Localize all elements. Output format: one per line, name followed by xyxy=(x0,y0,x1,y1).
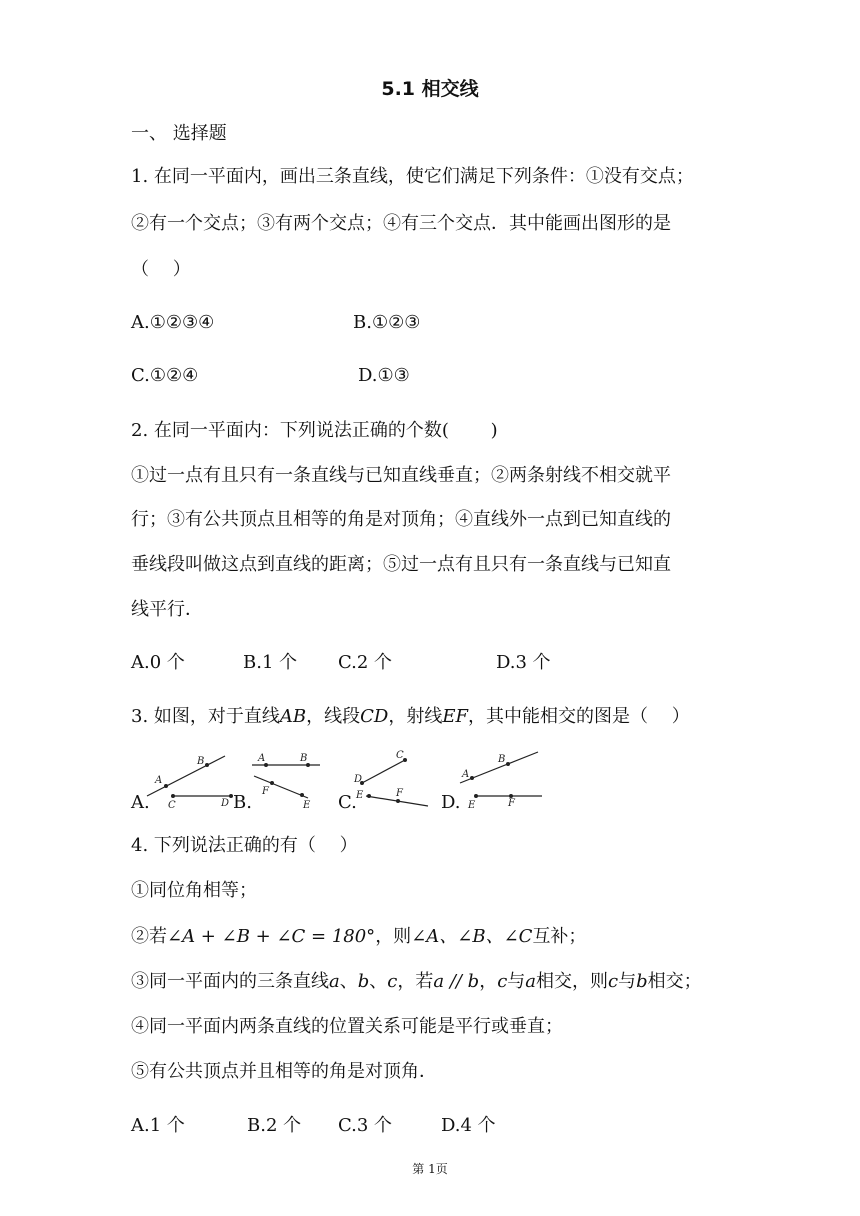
svg-text:A: A xyxy=(155,775,163,786)
q1-option-a[interactable]: A.①②③④ xyxy=(131,312,215,333)
svg-text:A: A xyxy=(462,769,470,780)
q2-text-line2: ①过一点有且只有一条直线与已知直线垂直；②两条射线不相交就平 xyxy=(131,465,671,486)
math-CD: CD xyxy=(360,706,389,727)
q4-option-b[interactable]: B.2 个 xyxy=(247,1115,302,1136)
svg-text:E: E xyxy=(356,790,364,801)
svg-text:B: B xyxy=(197,756,205,767)
svg-text:F: F xyxy=(508,798,515,809)
q4-text-line1: 4. 下列说法正确的有（ ） xyxy=(131,835,358,856)
q1-text-line2: ②有一个交点；③有两个交点；④有三个交点．其中能画出图形的是 xyxy=(131,213,671,234)
svg-text:C: C xyxy=(168,800,176,811)
q3-figure-d xyxy=(458,748,546,812)
q3-text-line1: 3. 如图，对于直线AB，线段CD，射线EF，其中能相交的图是（ ） xyxy=(131,706,690,727)
math-angles: ∠A、∠B、∠C xyxy=(411,926,533,947)
svg-text:A: A xyxy=(258,753,266,764)
svg-text:E: E xyxy=(468,800,476,811)
q3-figure-b xyxy=(250,748,322,812)
q1-option-d[interactable]: D.①③ xyxy=(358,365,410,386)
math-AB: AB xyxy=(279,706,307,727)
svg-text:F: F xyxy=(262,786,269,797)
q1-text-line1: 1. 在同一平面内，画出三条直线，使它们满足下列条件：①没有交点； xyxy=(131,166,694,187)
svg-text:D: D xyxy=(354,774,363,785)
q3-option-b[interactable]: B. xyxy=(233,792,252,813)
q2-text-line4: 垂线段叫做这点到直线的距离；⑤过一点有且只有一条直线与已知直 xyxy=(131,554,671,575)
q3-figure-a xyxy=(145,748,237,812)
svg-text:D: D xyxy=(221,798,230,809)
section-heading: 一、 选择题 xyxy=(131,123,227,144)
math-EF: EF xyxy=(442,706,468,727)
math-angle-sum: ∠A + ∠B + ∠C = 180° xyxy=(167,926,376,947)
svg-text:F: F xyxy=(396,788,403,799)
q2-option-c[interactable]: C.2 个 xyxy=(338,652,393,673)
q1-option-b[interactable]: B.①②③ xyxy=(353,312,421,333)
q3-option-c[interactable]: C. xyxy=(338,792,357,813)
q2-text-line5: 线平行． xyxy=(131,599,203,620)
q4-statement-1: ①同位角相等； xyxy=(131,880,257,901)
q4-option-d[interactable]: D.4 个 xyxy=(441,1115,496,1136)
q4-statement-5: ⑤有公共顶点并且相等的角是对顶角． xyxy=(131,1061,437,1082)
q4-statement-3: ③同一平面内的三条直线a、b、c，若a // b，c与a相交，则c与b相交； xyxy=(131,971,702,992)
q1-option-c[interactable]: C.①②④ xyxy=(131,365,199,386)
q2-option-a[interactable]: A.0 个 xyxy=(131,652,185,673)
q2-option-b[interactable]: B.1 个 xyxy=(243,652,298,673)
q2-text-line3: 行；③有公共顶点且相等的角是对顶角；④直线外一点到已知直线的 xyxy=(131,509,671,530)
q2-option-d[interactable]: D.3 个 xyxy=(496,652,551,673)
page-footer: 第 1页 xyxy=(412,1162,448,1176)
q1-text-line3: （ ） xyxy=(131,259,191,280)
svg-text:C: C xyxy=(396,750,404,761)
q2-text-line1: 2. 在同一平面内：下列说法正确的个数( ) xyxy=(131,420,498,441)
q3-figure-c xyxy=(350,746,432,812)
q3-option-a[interactable]: A. xyxy=(131,792,150,813)
svg-text:B: B xyxy=(300,753,308,764)
q4-statement-4: ④同一平面内两条直线的位置关系可能是平行或垂直； xyxy=(131,1016,563,1037)
svg-text:B: B xyxy=(498,754,506,765)
q3-option-d[interactable]: D. xyxy=(441,792,461,813)
q4-statement-2: ②若∠A + ∠B + ∠C = 180°，则∠A、∠B、∠C互补； xyxy=(131,926,587,947)
svg-text:E: E xyxy=(303,800,311,811)
page-title: 5.1 相交线 xyxy=(381,78,479,100)
q4-option-c[interactable]: C.3 个 xyxy=(338,1115,393,1136)
q4-option-a[interactable]: A.1 个 xyxy=(131,1115,185,1136)
